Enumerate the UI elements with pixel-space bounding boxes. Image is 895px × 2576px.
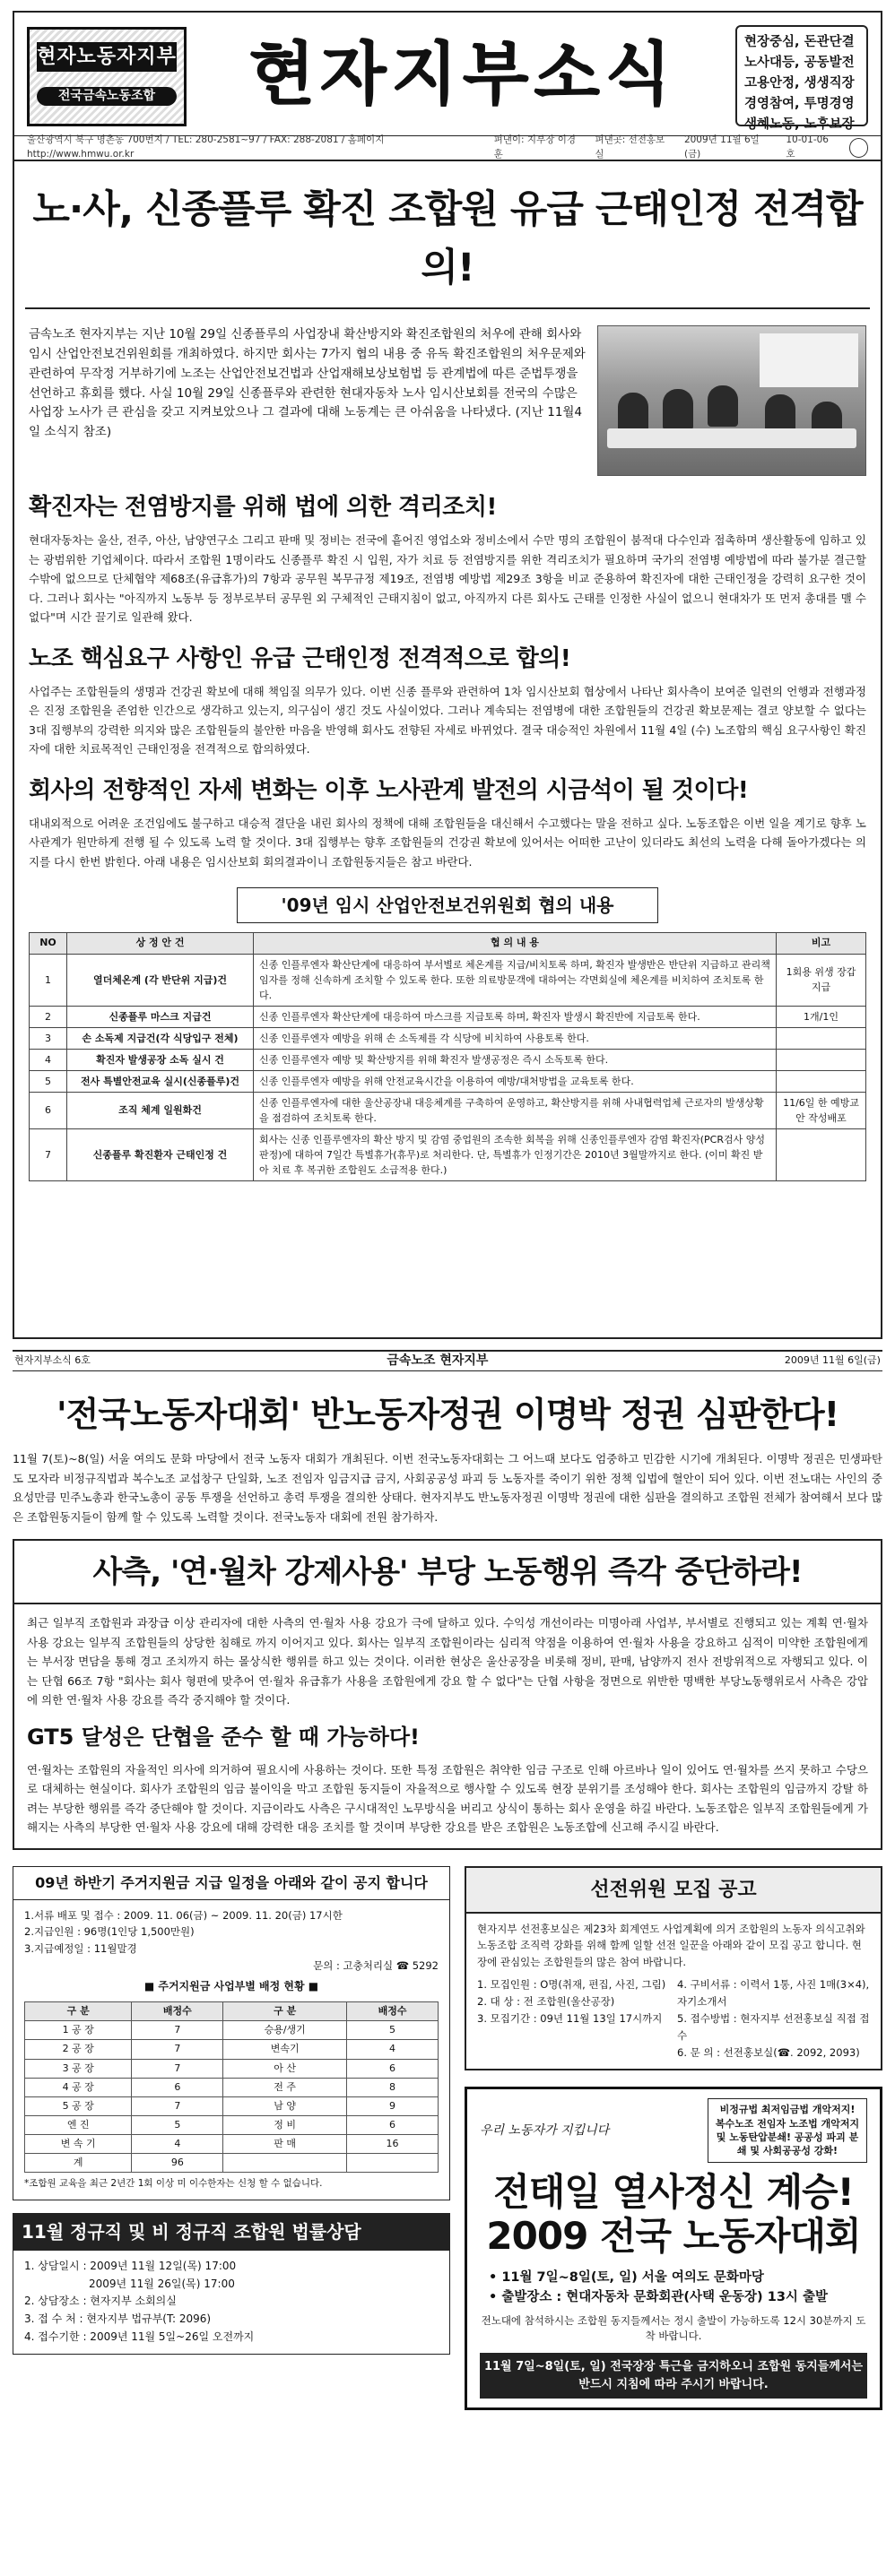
table-cell-note: 11/6일 한 예방교안 작성배포	[777, 1092, 866, 1128]
gt5-heading: GT5 달성은 단협을 준수 할 때 가능하다!	[27, 1724, 421, 1750]
rally-title-line: 2009 전국 노동자대회	[486, 2214, 861, 2259]
rally-footer: 11월 7일~8일(토, 일) 전국장장 특근을 금지하오니 조합원 동지들께서는 반드시 지침에 따라 주시기 바랍니다.	[480, 2353, 867, 2399]
table-cell-item: 확진자 발생공장 소독 실시 건	[67, 1049, 254, 1070]
slogan: 경영참여, 투명경영	[744, 96, 855, 111]
housing-row	[25, 2021, 439, 2040]
agreement-table	[29, 932, 866, 1181]
housing-cell: 5	[347, 2021, 439, 2040]
seal-icon	[849, 138, 868, 158]
leave-article-body: 최근 일부직 조합원과 과장급 이상 관리자에 대한 사측의 연·월차 사용 강요가 극에 달하고 있다. 수익성 개선이라는 미명아래 사업부, 부서별로 진행되고 있는 계획 연·월차 사용 강요는 일부직 조합원들의 상당한 침해로 까지 이어지고 있다. 회사는 일부직 조합원이라는 심리적 약점을 이용하여 연·월차 사용을 강요하고 심적이 미약한 조합원에게는 부서장 면담을 통해 경고 조치까지 하는 몰상식한 행위를 하고 있는 것이다. 이러한 현상은 울산공장을 비롯해 정비, 판매, 남양까지 전사 전방위적으로 자행되고 있다. 이는 단협 66조 7항 "회사는 회사 형편에 맞추어 연·월차 유급휴가 사용을 조합원에게 강요 할 수 없다"는 단협 사항을 정면으로 위반한 명백한 부당노동행위로서 사측은 강압에 의한 연·월차 사용 강요를 즉각 중지해야 할 것이다.	[27, 1616, 868, 1707]
slogan-box	[735, 25, 868, 132]
housing-cell: 정 비	[223, 2116, 347, 2135]
table-cell-no: 5	[30, 1070, 67, 1092]
table-cell-note: 1개/1인	[777, 1006, 866, 1027]
housing-cell: 4	[132, 2135, 223, 2154]
table-cell-note	[777, 1027, 866, 1049]
table-cell-item: 신종플루 마스크 지급건	[67, 1006, 254, 1027]
right-notices	[465, 1866, 882, 2411]
housing-row	[25, 2135, 439, 2154]
rally-title-line: 전태일 열사정신 계승!	[493, 2169, 854, 2214]
housing-table-header: 배정수	[132, 2002, 223, 2021]
table-cell-item: 열더체온계 (각 반단위 지급)건	[67, 954, 254, 1006]
housing-row	[25, 2078, 439, 2096]
housing-cell: 판 매	[223, 2135, 347, 2154]
housing-cell: 8	[347, 2078, 439, 2096]
housing-cell: 4 공 장	[25, 2078, 132, 2096]
table-cell-content: 신종 인플루엔자 확산단계에 대응하여 부서별로 체온계를 지급/비치토록 하며, 확진자 발생반은 반단위 지급하고 관리책임자를 정해 신속하게 조치할 수 있도록 한다. 또한 의료방문객에 대하여는 각면회실에 체온계를 비치하여 조치토록 한다.	[254, 954, 777, 1006]
housing-table	[24, 2001, 439, 2173]
legal-line: 2009년 11월 26일(목) 17:00	[89, 2277, 235, 2290]
recruit-intro: 현자지부 선전홍보실은 제23차 회계연도 사업계획에 의거 조합원의 노동자 의식고취와 노동조합 조직력 강화를 위해 함께 일할 선전 일꾼을 아래와 같이 모집 공고 합니다. 현장에 관심있는 조합원들의 많은 참여 바랍니다.	[477, 1922, 865, 1969]
housing-cell: 7	[132, 2021, 223, 2040]
photo-table	[607, 428, 856, 448]
table-title: '09년 임시 산업안전보건위원회 협의 내용	[237, 887, 658, 923]
legal-title: 11월 정규직 및 비 정규직 조합원 법률상담	[13, 2213, 450, 2251]
editor: 펴낸곳: 선전홍보실	[595, 134, 665, 160]
recruit-line: 5. 접수방법 : 현자지부 선전홍보실 직접 접수	[677, 2012, 870, 2043]
recruit-line: 6. 문 의 : 선전홍보실(☎. 2092, 2093)	[677, 2046, 860, 2060]
issue-date: 2009년 11월 6일(금)	[683, 134, 760, 160]
table-row	[30, 1049, 866, 1070]
masthead-title-box	[194, 13, 732, 135]
table-cell-note: 1회용 위생 장갑지급	[777, 954, 866, 1006]
issue-number: 10-01-06호	[786, 134, 829, 160]
housing-cell: 4	[347, 2040, 439, 2059]
legal-line: 4. 접수기한 : 2009년 11월 5일~26일 오전까지	[24, 2330, 255, 2343]
slogan: 고용안정, 생생직장	[744, 75, 855, 91]
rally-slogan: 우리 노동자가 지킵니다	[480, 2123, 610, 2139]
housing-row	[25, 2059, 439, 2078]
housing-footnote: *조합원 교육을 최근 2년간 1회 이상 미 이수한자는 신청 할 수 없습니다.	[24, 2178, 323, 2190]
table-cell-content: 신종 인플루엔자에 대한 울산공장내 대응체계를 구축하여 운영하고, 확산방지를 위해 사내협력업체 근로자의 발생상황을 점검하여 조치토록 한다.	[254, 1092, 777, 1128]
section-heading: 회사의 전향적인 자세 변화는 이후 노사관계 발전의 시금석이 될 것이다!	[29, 776, 749, 804]
table-cell-item: 전사 특별안전교육 실시(신종플루)건	[67, 1070, 254, 1092]
left-notices	[13, 1866, 450, 2411]
housing-cell: 6	[132, 2078, 223, 2096]
recruit-box	[465, 1914, 882, 2071]
housing-table-header: 구 분	[223, 2002, 347, 2021]
main-article	[14, 309, 881, 1181]
table-cell-item: 신종플루 확진환자 근태인정 건	[67, 1128, 254, 1180]
page2-date: 2009년 11월 6일(금)	[784, 1354, 881, 1367]
table-cell-content: 신종 인플루엔자 확산단계에 대응하여 마스크를 지급토록 하며, 확진자 발생시 확진반에 지급토록 한다.	[254, 1006, 777, 1027]
leave-article-heading: 사측, '연·월차 강제사용' 부당 노동행위 즉각 중단하라!	[14, 1541, 881, 1604]
page2-header	[13, 1350, 882, 1371]
table-cell-no: 3	[30, 1027, 67, 1049]
logo-line1: 현자노동자지부	[37, 42, 177, 72]
housing-line: 3.지급예정일 : 11월말경	[24, 1942, 137, 1956]
housing-table-body	[25, 2021, 439, 2173]
bottom-notices	[13, 1866, 882, 2411]
housing-cell: 6	[347, 2116, 439, 2135]
table-cell-note	[777, 1070, 866, 1092]
table-cell-no: 7	[30, 1128, 67, 1180]
legal-line: 2. 상담장소 : 현자지부 소회의실	[24, 2295, 177, 2308]
housing-cell: 엔 진	[25, 2116, 132, 2135]
page2-issue: 현자지부소식 6호	[14, 1354, 91, 1367]
table-cell-no: 2	[30, 1006, 67, 1027]
table-cell-content: 신종 인플루엔자 예방을 위해 안전교육시간을 이용하여 예방/대처방법을 교육토록 한다.	[254, 1070, 777, 1092]
table-header: 비고	[777, 933, 866, 955]
lead-section	[29, 309, 866, 476]
table-row	[30, 1128, 866, 1180]
housing-cell: 16	[347, 2135, 439, 2154]
housing-cell: 96	[132, 2154, 223, 2173]
newsletter-title: 현자지부소식	[248, 33, 677, 114]
housing-row	[25, 2040, 439, 2059]
photo-window	[760, 333, 858, 387]
table-row	[30, 1006, 866, 1027]
housing-cell: 전 주	[223, 2078, 347, 2096]
housing-line: 1.서류 배포 및 접수 : 2009. 11. 06(금) ~ 2009. 11. 20(금) 17시한	[24, 1908, 343, 1922]
table-row	[30, 1027, 866, 1049]
section-heading: 확진자는 전염방지를 위해 법에 의한 격리조치!	[29, 494, 497, 521]
housing-cell: 7	[132, 2040, 223, 2059]
housing-cell: 변 속 기	[25, 2135, 132, 2154]
union-logo	[27, 27, 187, 126]
legal-line: 1. 상담일시 : 2009년 11월 12일(목) 17:00	[24, 2259, 237, 2272]
masthead	[14, 13, 881, 136]
housing-cell: 승용/생기	[223, 2021, 347, 2040]
table-cell-note	[777, 1049, 866, 1070]
rally-schedule-line: • 출발장소 : 현대자동차 문화회관(사택 운동장) 13시 출발	[489, 2290, 828, 2305]
housing-cell: 1 공 장	[25, 2021, 132, 2040]
housing-cell: 아 산	[223, 2059, 347, 2078]
housing-cell: 6	[347, 2059, 439, 2078]
rally-title	[480, 2163, 867, 2259]
gt5-body: 연·월차는 조합원의 자율적인 의사에 의거하여 필요시에 사용하는 것이다. 또한 특정 조합원은 취약한 임금 구조로 인해 아르바나 일이 있어도 연·월차를 쓰지 못하고 수당으로 대체하는 현실이다. 회사가 조합원의 임금 불이익을 막고 조합원 동지들이 자율적으로 행사할 수 있도록 현장 분위기를 조성해야 한다. 회사는 조합원의 임금까지 강탈 하려는 부당한 행위를 즉각 중단해야 할 것이다. 지금이라도 사측은 구시대적인 노무방식을 버리고 상식이 통하는 회사 운영을 하길 바란다. 노동조합은 일부직 조합원들에게 가해지는 사측의 부당한 연·월차 사용 강요에 대해 강력한 대응 조치를 할 것이며 부당한 강요를 받은 조합원은 노동조합에 신고해 주시길 바란다.	[27, 1762, 868, 1834]
leave-article-box	[13, 1539, 882, 1850]
rally-poster	[465, 2087, 882, 2410]
housing-notice-title: 09년 하반기 주거지원금 지급 일정을 아래와 같이 공지 합니다	[13, 1867, 449, 1900]
housing-table-header: 구 분	[25, 2002, 132, 2021]
housing-cell: 남 양	[223, 2096, 347, 2115]
back-page	[13, 1350, 882, 2565]
photo-person	[663, 389, 693, 430]
photo-person	[708, 385, 738, 427]
table-header: 상 정 안 건	[67, 933, 254, 955]
rally-schedule-line: • 11월 7일~8일(토, 일) 서울 여의도 문화마당	[489, 2269, 764, 2285]
housing-cell	[347, 2154, 439, 2173]
table-row	[30, 1070, 866, 1092]
housing-cell: 7	[132, 2096, 223, 2115]
page2-intro: 11월 7(토)~8(일) 서울 여의도 문화 마당에서 전국 노동자 대회가 개최된다. 이번 전국노동자대회는 그 어느때 보다도 엄중하고 민감한 시기에 개최된다. 이명박 정권은 민생파탄도 모자라 비정규직법과 복수노조 교섭창구 단일화, 노조 전임자 임금지급 금지, 사회공공성 파괴 등 노동자를 죽이기 위한 정책 입법에 혈안이 되어 있다. 이번 전노대는 사인의 중요성만큼 민주노총과 한국노총이 공동 투쟁을 선언하고 총력 투쟁을 결의한 상태다. 현자지부도 반노동자정권 이명박 정권에 대한 심판을 결의하고 조합원 전체가 참여해서 보다 많은 조합원동지들이 함께 할 수 있도록 노력할 것이다. 전국노동자 대회에 전원 참가하자.	[13, 1452, 882, 1524]
agreement-table-body	[30, 954, 866, 1181]
meeting-photo	[597, 325, 866, 476]
housing-row	[25, 2154, 439, 2173]
housing-line: 2.지급인원 : 96명(1인당 1,500만원)	[24, 1925, 195, 1939]
table-cell-no: 1	[30, 954, 67, 1006]
recruit-title: 선전위원 모집 공고	[465, 1866, 882, 1914]
housing-table-title: ■ 주거지원금 사업부별 배정 현황 ■	[143, 1980, 319, 1993]
lead-paragraph: 금속노조 현자지부는 지난 10월 29일 신종플루의 사업장내 확산방지와 확진조합원의 처우에 관해 회사와 임시 산업안전보건위원회를 개최하였다. 하지만 회사는 7가지 협의 내용 중 유독 확진조합원의 처우문제와 관련하여 무작정 거부하기에 노조는 산업안전보건법과 산업재해보상보험법 등 관계법에 따른 준법투쟁을 선언하고 휴회를 했다. 사실 10월 29일 신종플루와 관련한 현대자동차 노사 임시산보회를 전국의 수많은 사업장 노사가 큰 관심을 갖고 지켜보았으나 그 결과에 대해 노동계는 큰 아쉬움을 나타냈다. (지난 11월4일 소식지 참조)	[29, 327, 586, 440]
housing-cell: 5	[132, 2116, 223, 2135]
housing-table-header: 배정수	[347, 2002, 439, 2021]
housing-cell: 변속기	[223, 2040, 347, 2059]
rally-schedule	[489, 2268, 858, 2308]
legal-box	[13, 2251, 450, 2355]
logo-line2: 전국금속노동조합	[37, 87, 177, 106]
section-body: 현대자동차는 울산, 전주, 아산, 남양연구소 그리고 판매 및 정비는 전국에 흩어진 영업소와 정비소에서 수만 명의 조합원이 붐적대 다수인과 접촉하며 생산활동에 임하고 있는 광범위한 기업체이다. 따라서 조합원 1명이라도 신종플루 확진 시 입원, 자가 치료 등 전염방지를 위한 격리조치가 필요하며 국가의 전염병 예방법에 따라 불가분 결근할 수밖에 없으므로 단체협약 제68조(유급휴가)의 7항과 공무원 복무규정 제19조, 전염병 예방법 제29조 3항을 비교 준용하여 확진자에 대한 근태인정을 강력히 요구한 것이다. 그러나 회사는 "아직까지 노동부 등 정부로부터 공무원 외 구체적인 근태지침이 없고, 아직까지 다른 회사도 근태를 인정한 사실이 없으니 현대차가 또 먼저 총대를 맬 수 없다"며 시간 끌기로 일관해 왔다.	[29, 533, 866, 624]
section-body: 사업주는 조합원들의 생명과 건강권 확보에 대해 책임질 의무가 있다. 이번 신종 플루와 관련하여 1차 임시산보회 협상에서 나타난 회사측이 보여준 일련의 언행과 전행과정은 진정 조합원을 존엄한 인간으로 생각하고 있는지, 의구심이 생긴 것도 사실이었다. 그러나 계속되는 전염병에 대한 조합원들의 건강권 확보문제는 결코 양보할 수 없다는 3대 집행부의 강력한 의지와 많은 조합원들의 불안한 마음을 반영해 회사도 전향된 자세로 바뀌었다. 결국 대승적인 차원에서 11월 4일 (수) 노조합의 핵심 요구사항인 확진자에 대한 치료목적인 근태인정을 전격적으로 합의하였다.	[29, 684, 866, 756]
table-cell-item: 조직 체계 일원화건	[67, 1092, 254, 1128]
slogan: 생혜노동, 노후보장	[744, 117, 855, 132]
housing-cell	[223, 2154, 347, 2173]
housing-cell: 3 공 장	[25, 2059, 132, 2078]
table-cell-content: 신종 인플루엔자 예방 및 확산방지를 위해 확진자 발생공정은 즉시 소독토록 한다.	[254, 1049, 777, 1070]
legal-line: 3. 접 수 처 : 현자지부 법규부(T: 2096)	[24, 2312, 212, 2326]
recruit-line: 4. 구비서류 : 이력서 1통, 사진 1매(3×4), 자기소개서	[677, 1978, 870, 2009]
table-cell-note	[777, 1128, 866, 1180]
housing-cell: 계	[25, 2154, 132, 2173]
housing-cell: 2 공 장	[25, 2040, 132, 2059]
section-body: 대내외적으로 어려운 조건임에도 불구하고 대승적 결단을 내린 회사의 정책에 대해 조합원들을 대신해서 수고했다는 말을 전하고 싶다. 노동조합은 이번 일을 계기로 향후 노사관계가 원만하게 전행 될 수 있도록 노력 할 것이다. 3대 집행부는 향후 조합원들의 건강권 확보에 있어서는 어떠한 고난이 있더라도 최선의 노력을 다해 돌아가겠다는 의지를 다시 한번 밝힌다. 아래 내용은 임시산보회 회의결과이니 조합원동지들은 참고 바란다.	[29, 816, 866, 869]
table-cell-no: 6	[30, 1092, 67, 1128]
page2-org: 금속노조 현자지부	[387, 1353, 489, 1368]
table-cell-content: 회사는 신종 인플루엔자의 확산 방지 및 감염 중업원의 조속한 회복을 위해 신종인플루엔자 감염 확진자(PCR검사 양성판정)에 대하여 7일간 특별휴가(휴무)로 처리한다. 단, 특별휴가 인정기간은 2010년 3월말까지로 한다. (이미 확진 받아 치료 후 복귀한 조합원도 소급적용 한다.)	[254, 1128, 777, 1180]
housing-cell: 7	[132, 2059, 223, 2078]
page2-headline: '전국노동자대회' 반노동자정권 이명박 정권 심판한다!	[56, 1395, 839, 1434]
recruit-line: 2. 대 상 : 전 조합원(울산공장)	[477, 1995, 615, 2009]
recruit-line: 3. 모집기간 : 09년 11월 13일 17시까지	[477, 2012, 663, 2026]
publisher: 펴낸이: 지부장 이경훈	[493, 134, 576, 160]
recruit-line: 1. 모집인원 : O명(취재, 편집, 사진, 그림)	[477, 1978, 666, 1992]
rally-note: 전노대에 참석하시는 조합원 동지들께서는 정시 출발이 가능하도록 12시 30분까지 도착 바랍니다.	[481, 2313, 866, 2343]
housing-notice	[13, 1866, 450, 2200]
housing-row	[25, 2096, 439, 2115]
housing-contact: 문의 : 고충처리실 ☎ 5292	[313, 1959, 439, 1973]
info-line	[14, 136, 881, 161]
table-cell-no: 4	[30, 1049, 67, 1070]
main-headline: 노·사, 신종플루 확진 조합원 유급 근태인정 전격합의!	[25, 161, 870, 309]
address: 울산광역시 북구 명촌동 700번지 / TEL: 280-2581~97 / FAX: 288-2081 / 홈페이지 http://www.hmwu.or.kr	[27, 134, 385, 160]
front-page	[13, 11, 882, 1339]
housing-cell: 9	[347, 2096, 439, 2115]
table-header: NO	[30, 933, 67, 955]
housing-cell: 5 공 장	[25, 2096, 132, 2115]
table-cell-content: 신종 인플루엔자 예방을 위해 손 소독제를 각 식당에 비치하여 사용토록 한다.	[254, 1027, 777, 1049]
slogan: 현장중심, 돈관단결	[744, 35, 855, 49]
slogan: 노사대등, 공동발전	[744, 55, 855, 70]
table-header: 협 의 내 용	[254, 933, 777, 955]
table-row	[30, 954, 866, 1006]
rally-tag: 비정규법 최저임금법 개악저지! 복수노조 전임자 노조법 개악저지 및 노동탄압분쇄! 공공성 파괴 분쇄 및 사회공공성 강화!	[708, 2098, 867, 2163]
table-row	[30, 1092, 866, 1128]
table-cell-item: 손 소독제 지급건(각 식당입구 전체)	[67, 1027, 254, 1049]
housing-row	[25, 2116, 439, 2135]
section-heading: 노조 핵심요구 사항인 유급 근태인정 전격적으로 합의!	[29, 644, 571, 672]
